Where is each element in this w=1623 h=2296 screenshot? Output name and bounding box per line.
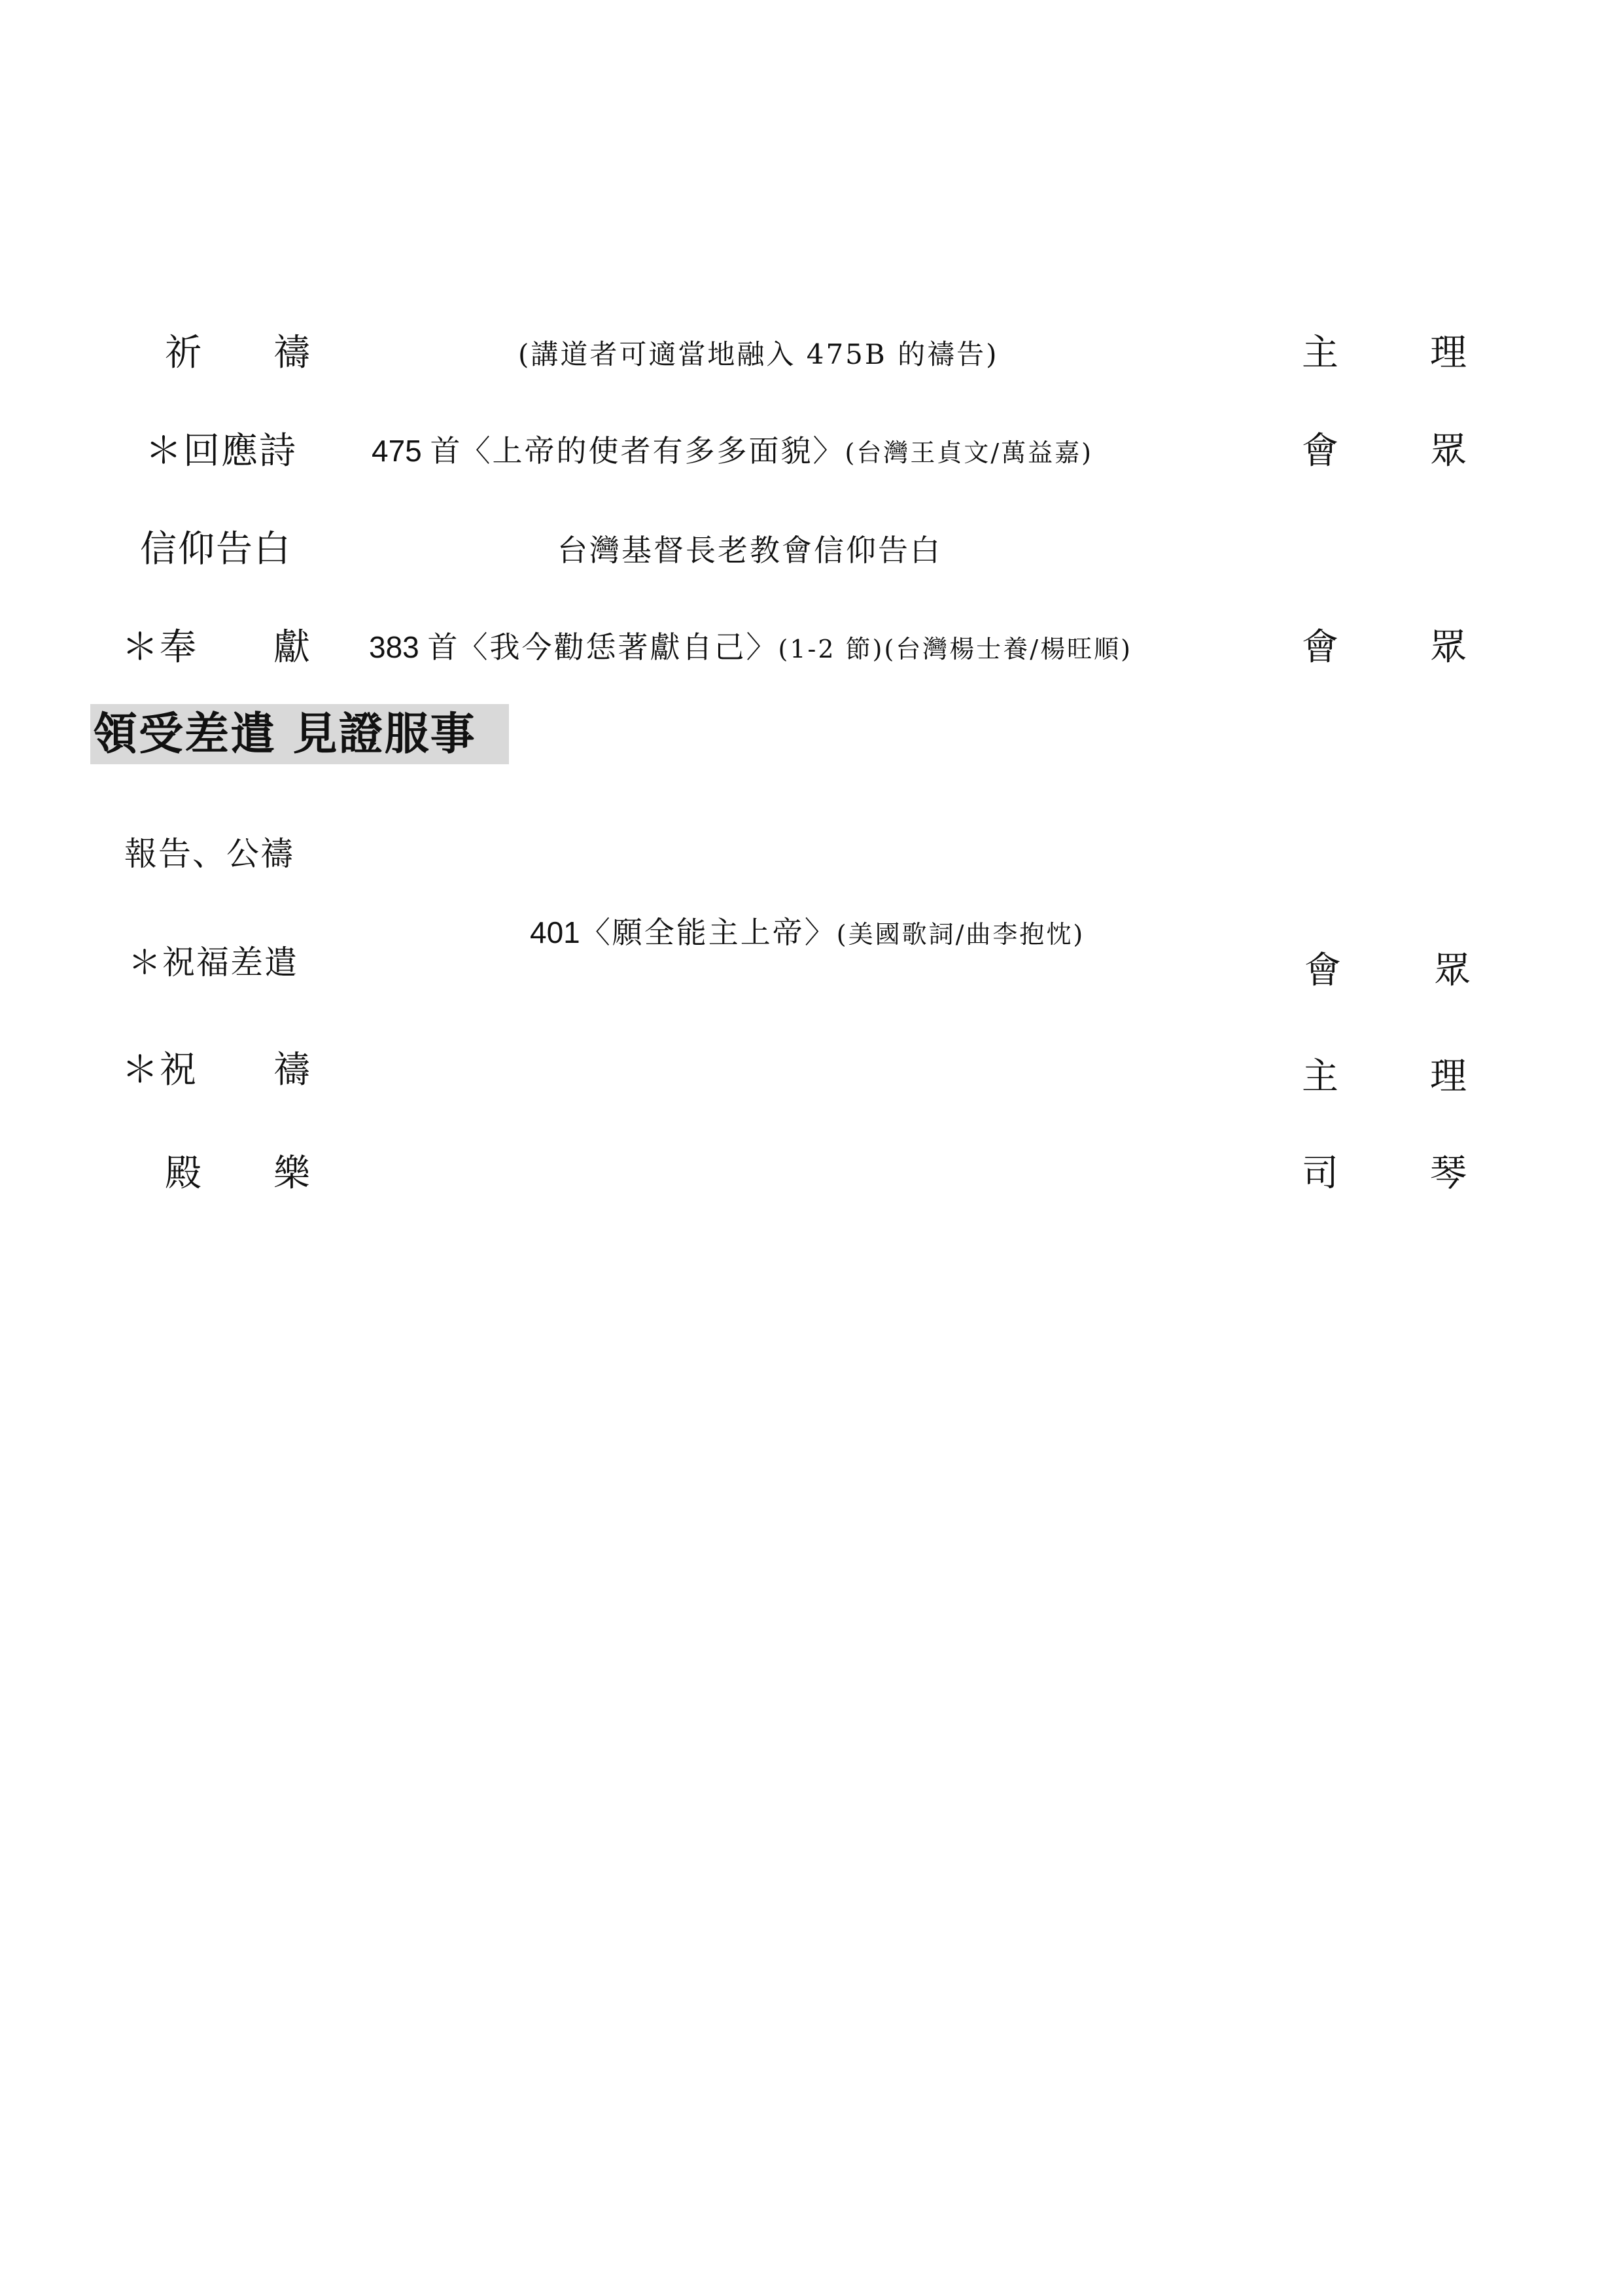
role-organist-1: 司 [1302,1152,1338,1195]
role-congregation-3: 會 [1302,626,1338,669]
item-label-offering-1: ＊奉 [122,626,198,669]
sending-hymn-credit: (美國歌詞/曲李抱忱) [836,920,1085,949]
offering-hymn-number: 383 首 [369,630,458,664]
role-leader-1: 主 [1302,332,1338,374]
item-label-response-hymn: ＊回應詩 [145,430,297,472]
item-label-sending: ＊祝福差遣 [128,944,298,981]
response-hymn-credit: (台灣王貞文/萬益嘉) [845,438,1093,467]
item-label-prayer-2: 禱 [273,332,311,374]
role-leader-4: 理 [1430,1055,1467,1098]
response-hymn-title: 〈上帝的使者有多多面貌〉 [460,433,845,468]
response-hymn-number: 475 首 [372,434,461,468]
role-congregation-5: 會 [1304,949,1341,992]
item-label-creed: 信仰告白 [140,528,292,571]
role-congregation-1: 會 [1302,430,1338,472]
sending-hymn-line [530,917,1085,948]
role-leader-2: 理 [1430,332,1467,374]
offering-hymn-credit: (1-2 節)(台灣楊士養/楊旺順) [778,635,1132,663]
creed-line [557,535,942,566]
role-leader-3: 主 [1302,1055,1338,1098]
prayer-note [518,340,999,369]
prayer-note-text: (講道者可適當地融入 475B 的禱告) [518,338,999,370]
item-label-announcements: 報告、公禱 [124,835,294,873]
item-label-benediction-1: ＊祝 [122,1049,198,1091]
role-congregation-4: 眾 [1430,626,1467,669]
response-hymn-line [372,433,1093,468]
item-label-benediction-2: 禱 [273,1049,311,1091]
item-label-postlude-2: 樂 [273,1152,311,1195]
section-heading: 領受差遣 見證服事 [90,704,509,764]
offering-hymn-title: 〈我今勸恁著獻自己〉 [457,629,778,665]
role-congregation-2: 眾 [1430,430,1467,472]
item-label-postlude-1: 殿 [165,1152,203,1195]
sending-hymn-number: 401 [530,915,580,949]
item-label-offering-2: 獻 [273,626,311,669]
creed-title: 台灣基督長老教會信仰告白 [557,533,942,568]
role-congregation-6: 眾 [1434,949,1471,992]
role-organist-2: 琴 [1430,1152,1467,1195]
sending-hymn-title: 〈願全能主上帝〉 [580,915,837,950]
offering-hymn-line [369,629,1132,665]
item-label-prayer-1: 祈 [165,332,203,374]
